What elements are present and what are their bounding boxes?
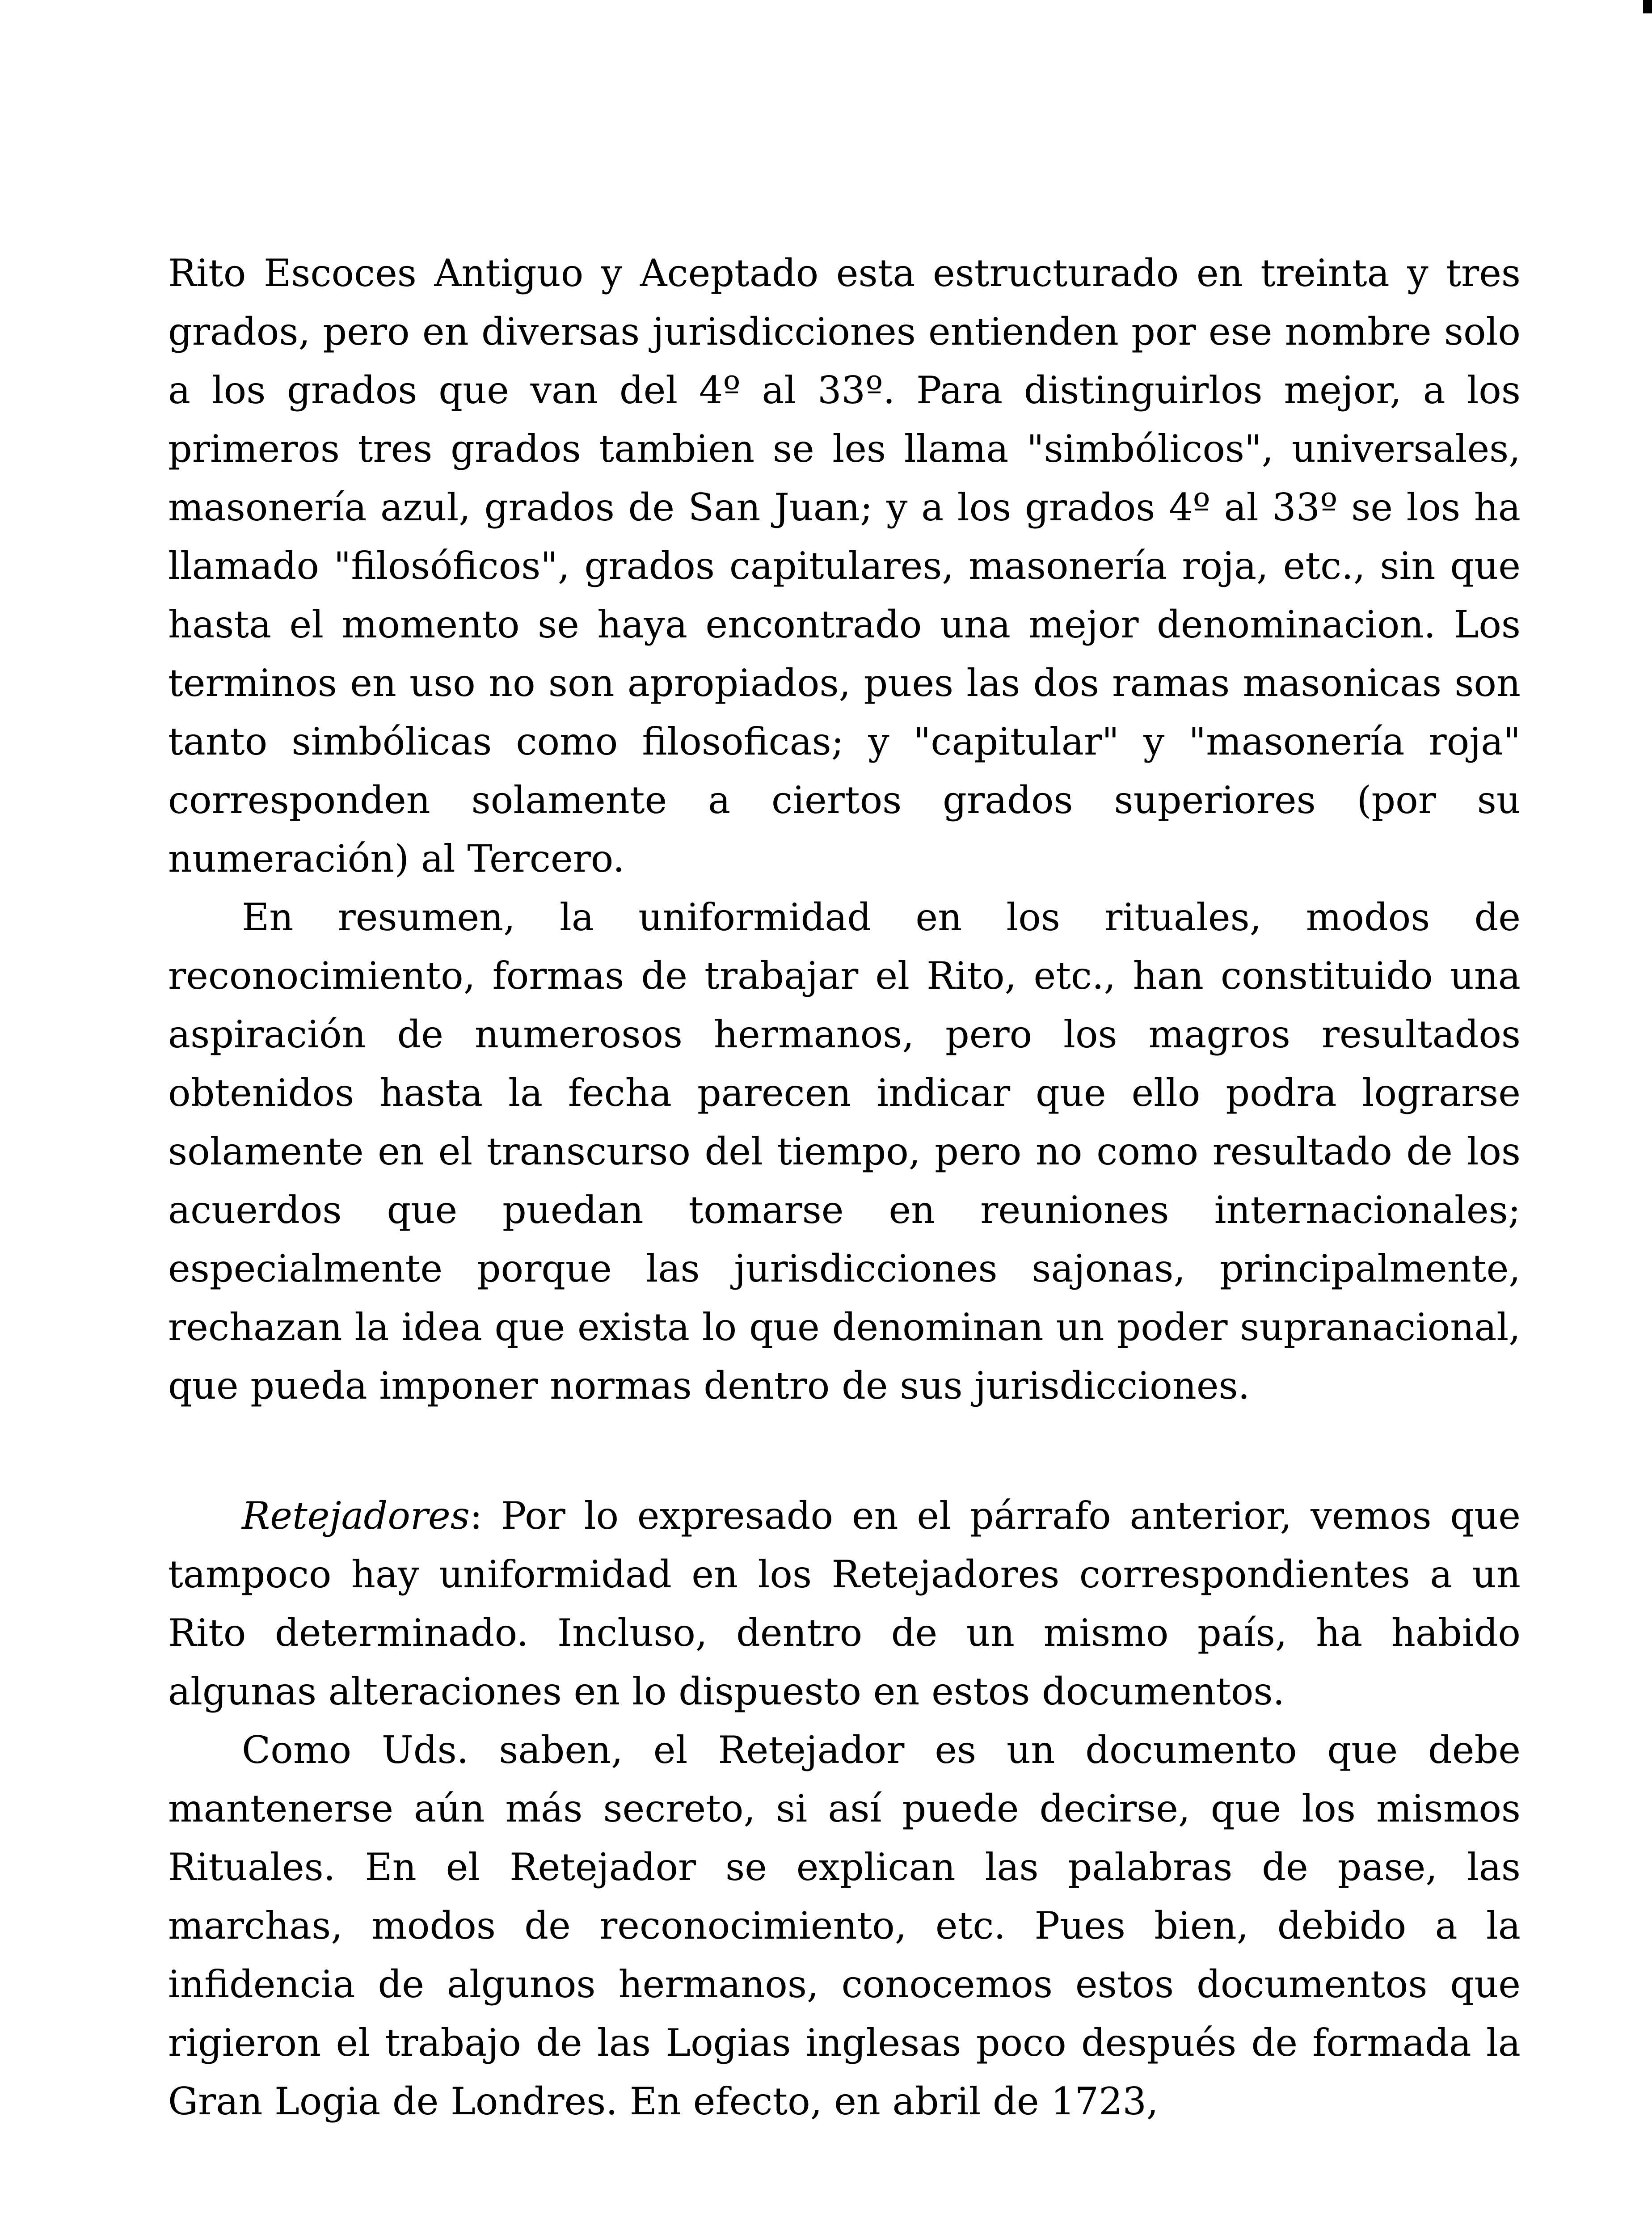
paragraph-rito-escoces	[168, 244, 1521, 888]
paragraph-text: Como Uds. saben, el Retejador es un documento que debe mantenerse aún más secreto, si así puede decirse, que los mismos Rituales. En el Retejador se explican las palabras de pase, las marchas, modos de reconocimiento, etc. Pues bien, debido a la infidencia de algunos hermanos, conocemos estos documentos que rigieron el trabajo de las Logias inglesas poco después de formada la Gran Logia de Londres. En efecto, en abril de 1723,	[168, 1728, 1521, 2123]
paragraph-text: : Por lo expresado en el párrafo anterior, vemos que tampoco hay uniformidad en los Retejadores correspondientes a un Rito determinado. Incluso, dentro de un mismo país, ha habido algunas alteraciones en lo dispuesto en estos documentos.	[168, 1494, 1521, 1713]
paragraph-en-resumen	[168, 888, 1521, 1415]
paragraph-text: Rito Escoces Antiguo y Aceptado esta estructurado en treinta y tres grados, pero en diversas jurisdicciones entienden por ese nombre solo a los grados que van del 4º al 33º. Para distinguirlos mejor, a los primeros tres grados tambien se les llama "simbólicos", universales, masonería azul, grados de San Juan; y a los grados 4º al 33º se los ha llamado "filosóficos", grados capitulares, masonería roja, etc., sin que hasta el momento se haya encontrado una mejor denominacion. Los terminos en uso no son apropiados, pues las dos ramas masonicas son tanto simbólicas como filosoficas; y "capitular" y "masonería roja" corresponden solamente a ciertos grados superiores (por su numeración) al Tercero.	[168, 251, 1521, 881]
paragraph-como-uds	[168, 1721, 1521, 2131]
body-text	[168, 244, 1521, 2131]
paragraph-retejadores	[168, 1487, 1521, 1721]
paragraph-text: En resumen, la uniformidad en los rituales, modos de reconocimiento, formas de trabajar el Rito, etc., han constituido una aspiración de numerosos hermanos, pero los magros resultados obtenidos hasta la fecha parecen indicar que ello podra lograrse solamente en el transcurso del tiempo, pero no como resultado de los acuerdos que puedan tomarse en reuniones internacionales; especialmente porque las jurisdicciones sajonas, principalmente, rechazan la idea que exista lo que denominan un poder supranacional, que pueda imponer normas dentro de sus jurisdicciones.	[168, 895, 1521, 1408]
term-retejadores: Retejadores	[242, 1494, 470, 1538]
page-edge-mark	[1643, 0, 1652, 13]
